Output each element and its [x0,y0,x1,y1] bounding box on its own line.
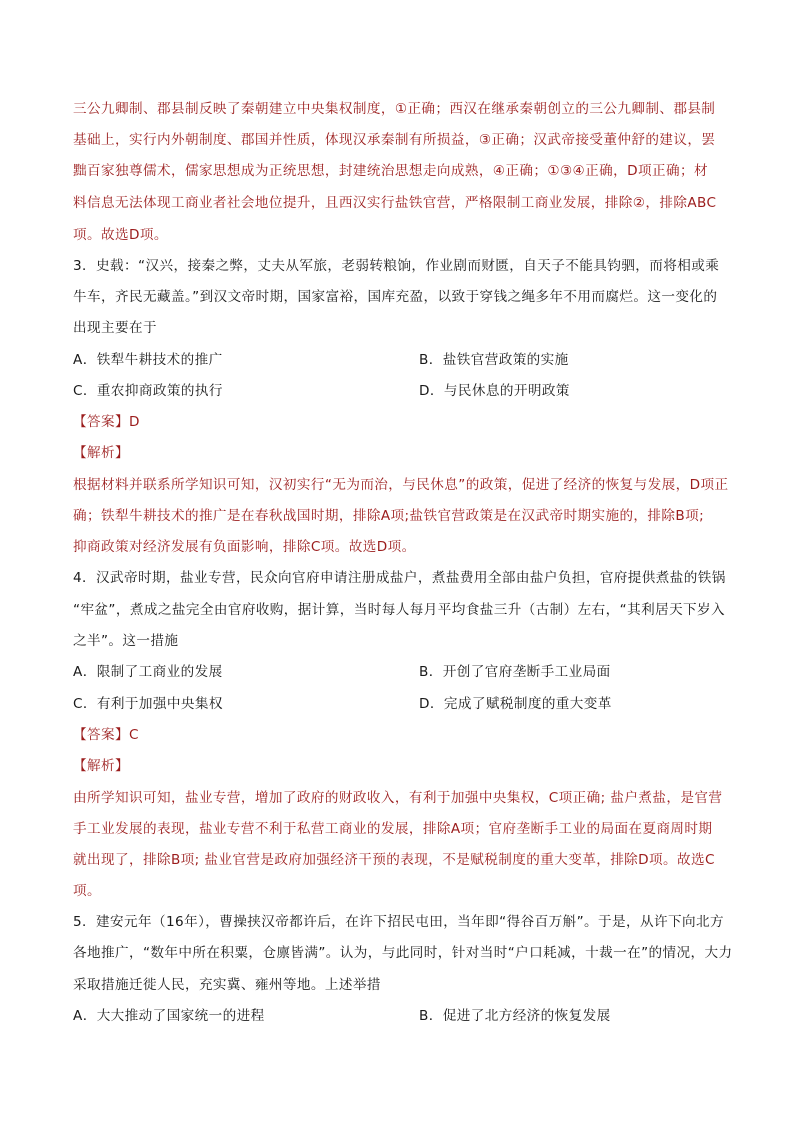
q3-option-d: D．与民休息的开明政策 [419,383,570,399]
q3-options-row [73,350,733,370]
prev-explanation-line: 料信息无法体现工商业者社会地位提升，且西汉实行盐铁官营，严格限制工商业发展，排除②，排除ABC [73,195,717,211]
q3-option-a: A．铁犁牛耕技术的推广 [73,352,223,368]
prev-explanation-line: 基础上，实行内外朝制度、郡国并性质，体现汉承秦制有所损益，③正确；汉武帝接受董仲舒的建议，罢 [73,132,716,148]
prev-explanation-line: 黜百家独尊儒术，儒家思想成为正统思想，封建统治思想走向成熟，④正确；①③④正确，D项正确；材 [73,163,708,179]
q4-stem-line: 之半”。这一措施 [73,633,179,649]
q4-option-d: D．完成了赋税制度的重大变革 [419,696,612,712]
q5-stem-line: 各地推广，“数年中所在积粟，仓廪皆满”。认为，与此同时，针对当时“户口耗减，十裁一在”的情况，大力 [73,945,733,961]
q4-analysis-line: 手工业发展的表现，盐业专营不利于私营工商业的发展，排除A项；官府垄断手工业的局面在夏商周时期 [73,821,713,837]
q4-options-row [73,694,733,714]
q4-answer: 【答案】C [73,727,139,743]
q4-option-b: B．开创了官府垄断手工业局面 [419,664,611,680]
q3-stem-line: 出现主要在于 [73,320,157,336]
q4-stem-line: “牢盆”，煮成之盐完全由官府收购，据计算，当时每人每月平均食盐三升（古制）左右，“其利居天下岁入 [73,602,726,618]
q3-option-c: C．重农抑商政策的执行 [73,383,223,399]
q5-option-a: A．大大推动了国家统一的进程 [73,1008,265,1024]
q3-analysis-line: 根据材料并联系所学知识可知，汉初实行“无为而治，与民休息”的政策，促进了经济的恢复与发展，D项正 [73,477,729,493]
q3-analysis-label: 【解析】 [73,445,129,461]
q5-stem-line: 5．建安元年（16年），曹操挟汉帝都许后，在许下招民屯田，当年即“得谷百万斛”。于是，从许下向北方 [73,914,724,930]
prev-explanation-line: 三公九卿制、郡县制反映了秦朝建立中央集权制度，①正确；西汉在继承秦朝创立的三公九卿制、郡县制 [73,101,716,117]
q3-option-b: B．盐铁官营政策的实施 [419,352,569,368]
q5-options-row [73,1006,733,1026]
q3-answer: 【答案】D [73,414,140,430]
q4-options-row [73,662,733,682]
q4-option-a: A．限制了工商业的发展 [73,664,223,680]
q3-analysis-line: 抑商政策对经济发展有负面影响，排除C项。故选D项。 [73,539,416,555]
q4-stem-line: 4．汉武帝时期，盐业专营，民众向官府申请注册成盐户，煮盐费用全部由盐户负担，官府提供煮盐的铁锅 [73,570,726,586]
q5-option-b: B．促进了北方经济的恢复发展 [419,1008,611,1024]
q3-stem-line: 牛车，齐民无藏盖。”到汉文帝时期，国家富裕，国库充盈，以致于穿钱之绳多年不用而腐烂。这一变化的 [73,289,718,305]
q3-options-row [73,381,733,401]
q5-stem-line: 采取措施迁徙人民，充实冀、雍州等地。上述举措 [73,977,381,993]
q4-analysis-line: 由所学知识可知，盐业专营，增加了政府的财政收入，有利于加强中央集权，C项正确; 盐户煮盐，是官营 [73,790,723,806]
q3-analysis-line: 确；铁犁牛耕技术的推广是在春秋战国时期，排除A项;盐铁官营政策是在汉武帝时期实施的，排除B项; [73,508,705,524]
q3-stem-line: 3．史载：“汉兴，接秦之弊，丈夫从军旅，老弱转粮饷，作业剧而财匮，自天子不能具钧驷，而将相或乘 [73,258,720,274]
q4-analysis-line: 项。 [73,883,101,899]
prev-explanation-line: 项。故选D项。 [73,227,168,243]
q4-analysis-label: 【解析】 [73,758,129,774]
q4-option-c: C．有利于加强中央集权 [73,696,223,712]
q4-analysis-line: 就出现了，排除B项; 盐业官营是政府加强经济干预的表现，不是赋税制度的重大变革，排除D项。故选C [73,852,715,868]
